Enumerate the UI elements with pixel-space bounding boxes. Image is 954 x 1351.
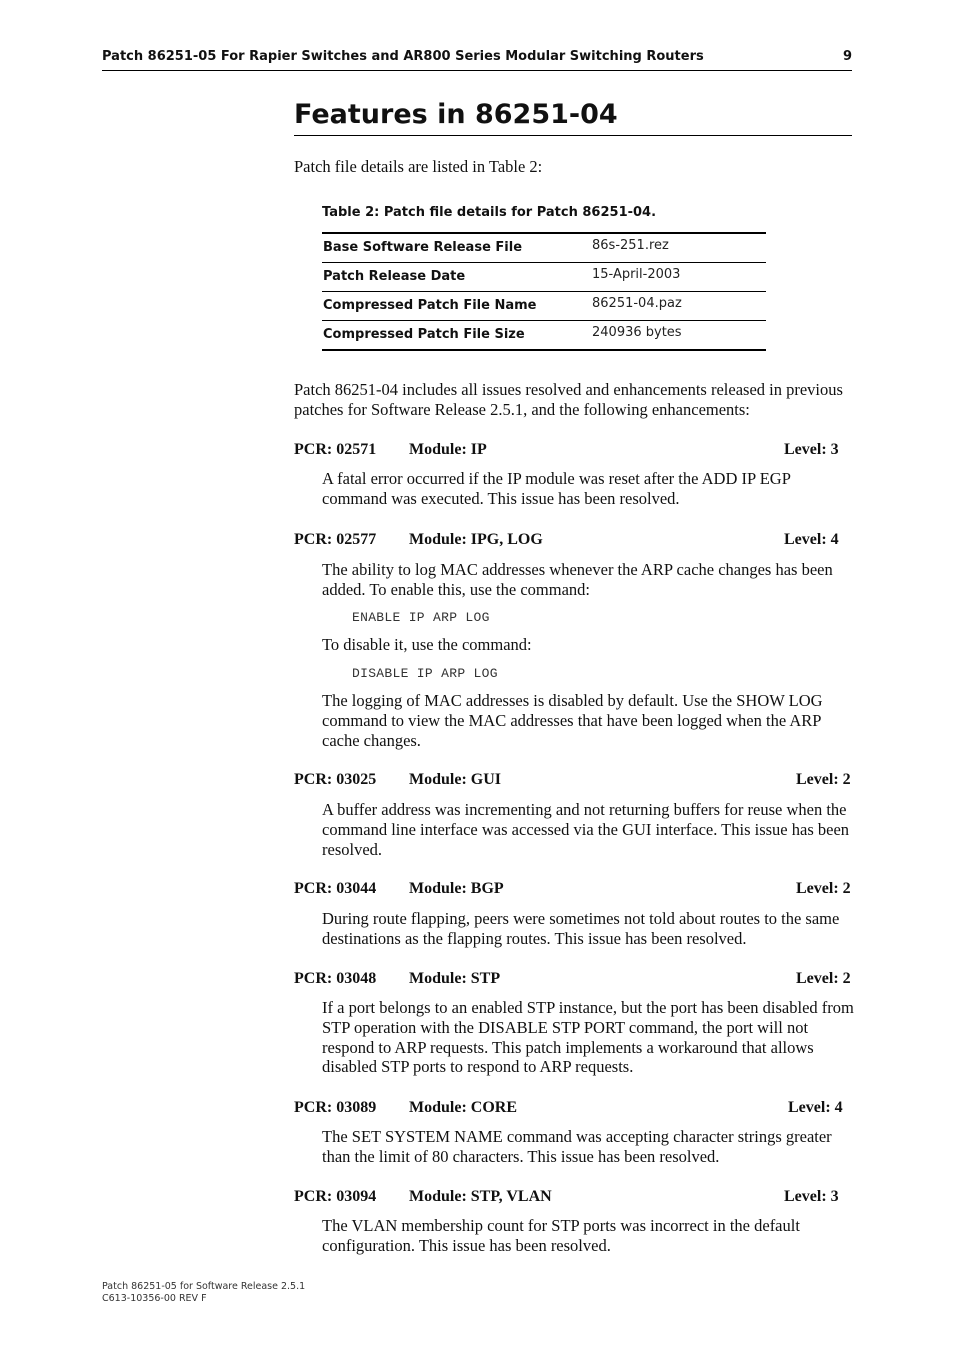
pcr-number: PCR: 03025 — [294, 771, 377, 788]
row-label: Compressed Patch File Name — [323, 298, 537, 313]
table-row — [322, 321, 766, 349]
command-example: ENABLE IP ARP LOG — [352, 610, 490, 625]
pcr-module: Module: IPG, LOG — [409, 531, 543, 548]
pcr-description: A fatal error occurred if the IP module was reset after the ADD IP EGP command was executed. This issue has been resolved. — [322, 469, 791, 508]
pcr-heading — [294, 970, 854, 990]
pcr-module: Module: CORE — [409, 1099, 517, 1116]
pcr-description: The VLAN membership count for STP ports was incorrect in the default configuration. This issue has been resolved. — [322, 1216, 800, 1255]
pcr-level: Level: 2 — [796, 970, 851, 987]
pcr-heading — [294, 1099, 854, 1119]
pcr-description: To disable it, use the command: — [322, 635, 532, 654]
row-value: 240936 bytes — [592, 325, 682, 340]
pcr-description: A buffer address was incrementing and not returning buffers for reuse when the command line interface was accessed via the GUI interface. This issue has been resolved. — [322, 800, 850, 859]
footer-line: C613-10356-00 REV F — [102, 1293, 207, 1304]
page-number: 9 — [842, 49, 852, 64]
pcr-module: Module: IP — [409, 441, 487, 458]
pcr-level: Level: 2 — [796, 771, 851, 788]
pcr-module: Module: GUI — [409, 771, 501, 788]
row-value: 15-April-2003 — [592, 267, 681, 282]
pcr-description: During route flapping, peers were sometimes not told about routes to the same destinations as the flapping routes. This issue has been resolved. — [322, 909, 840, 948]
pcr-heading — [294, 880, 854, 900]
pcr-number: PCR: 03048 — [294, 970, 377, 987]
pcr-level: Level: 3 — [784, 1188, 839, 1205]
pcr-module: Module: BGP — [409, 880, 504, 897]
pcr-number: PCR: 02571 — [294, 441, 377, 458]
running-header-title: Patch 86251-05 For Rapier Switches and AR800 Series Modular Switching Routers — [102, 49, 704, 64]
running-header — [102, 48, 852, 71]
pcr-module: Module: STP, VLAN — [409, 1188, 552, 1205]
command-example: DISABLE IP ARP LOG — [352, 666, 498, 681]
row-label: Patch Release Date — [323, 269, 466, 284]
table-row — [322, 263, 766, 292]
summary-paragraph: Patch 86251-04 includes all issues resolved and enhancements released in previous patches for Software Release 2.5.1, and the following enhancements: — [294, 380, 843, 419]
pcr-description: The SET SYSTEM NAME command was accepting character strings greater than the limit of 80 characters. This issue has been resolved. — [322, 1127, 832, 1166]
pcr-number: PCR: 03094 — [294, 1188, 377, 1205]
patch-details-table — [322, 232, 766, 351]
pcr-description: The ability to log MAC addresses whenever the ARP cache changes has been added. To enable this, use the command: — [322, 560, 833, 599]
table-row — [322, 234, 766, 263]
pcr-module: Module: STP — [409, 970, 501, 987]
intro-paragraph: Patch file details are listed in Table 2: — [294, 157, 543, 176]
footer-line: Patch 86251-05 for Software Release 2.5.1 — [102, 1281, 306, 1292]
pcr-heading — [294, 1188, 854, 1208]
table-row — [322, 292, 766, 321]
pcr-level: Level: 3 — [784, 441, 839, 458]
row-label: Compressed Patch File Size — [323, 327, 525, 342]
row-value: 86s-251.rez — [592, 238, 669, 253]
pcr-number: PCR: 02577 — [294, 531, 377, 548]
page-footer — [102, 1281, 305, 1305]
pcr-description: If a port belongs to an enabled STP instance, but the port has been disabled from STP operation with the DISABLE STP PORT command, the port will not respond to ARP requests. This patch implements a workaround that allows disabled STP ports to respond to ARP requests. — [322, 998, 854, 1077]
pcr-description: The logging of MAC addresses is disabled by default. Use the SHOW LOG command to view the MAC addresses that have been logged when the ARP cache changes. — [322, 691, 823, 750]
pcr-level: Level: 4 — [788, 1099, 843, 1116]
section-title: Features in 86251-04 — [294, 97, 852, 136]
pcr-number: PCR: 03089 — [294, 1099, 377, 1116]
row-label: Base Software Release File — [323, 240, 523, 255]
pcr-heading — [294, 531, 854, 551]
pcr-level: Level: 4 — [784, 531, 839, 548]
pcr-level: Level: 2 — [796, 880, 851, 897]
pcr-number: PCR: 03044 — [294, 880, 377, 897]
pcr-heading — [294, 771, 854, 791]
row-value: 86251-04.paz — [592, 296, 682, 311]
pcr-heading — [294, 441, 854, 461]
table-caption: Table 2: Patch file details for Patch 86251-04. — [322, 205, 657, 220]
